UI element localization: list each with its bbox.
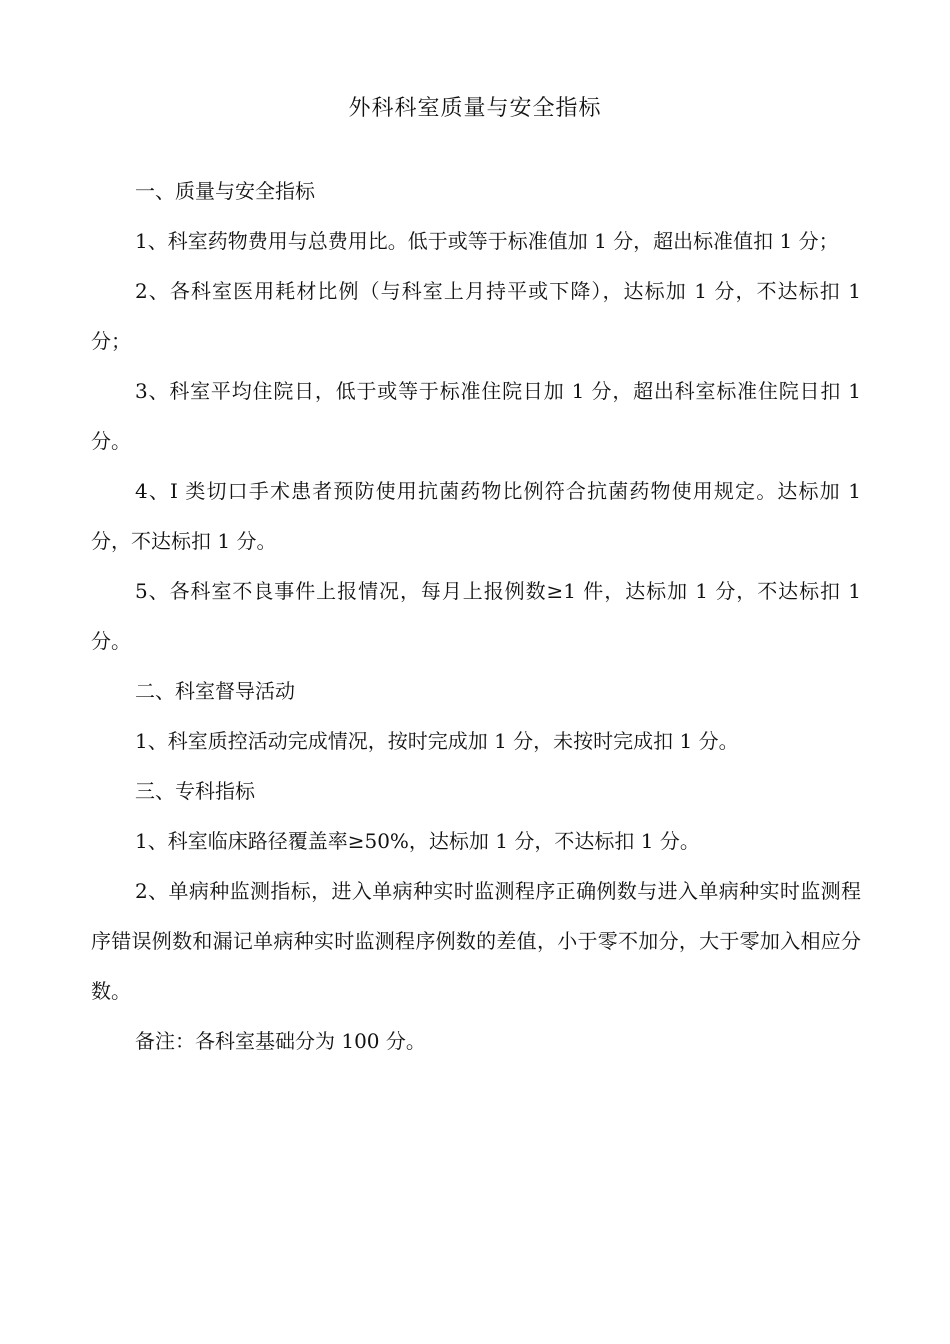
paragraph-antibiotic-use: 4、I 类切口手术患者预防使用抗菌药物比例符合抗菌药物使用规定。达标加 1 分，不达标扣 1 分。 [91, 479, 861, 553]
section-heading-quality-safety: 一、质量与安全指标 [135, 179, 315, 203]
paragraph-adverse-events: 5、各科室不良事件上报情况，每月上报例数≥1 件，达标加 1 分，不达标扣 1 分。 [91, 579, 861, 653]
document-body [91, 166, 861, 1066]
paragraph-disease-monitoring: 2、单病种监测指标，进入单病种实时监测程序正确例数与进入单病种实时监测程序错误例数和漏记单病种实时监测程序例数的差值，小于零不加分，大于零加入相应分数。 [91, 879, 861, 1003]
paragraph-drug-cost-ratio: 1、科室药物费用与总费用比。低于或等于标准值加 1 分，超出标准值扣 1 分； [135, 229, 839, 253]
paragraph-average-stay: 3、科室平均住院日，低于或等于标准住院日加 1 分，超出科室标准住院日扣 1 分。 [91, 379, 861, 453]
section-heading-specialty: 三、专科指标 [135, 779, 255, 803]
paragraph-qc-activities: 1、科室质控活动完成情况，按时完成加 1 分，未按时完成扣 1 分。 [135, 729, 739, 753]
paragraph-consumables-ratio: 2、各科室医用耗材比例（与科室上月持平或下降），达标加 1 分，不达标扣 1 分； [91, 279, 861, 353]
document-title: 外科科室质量与安全指标 [348, 96, 602, 121]
paragraph-clinical-pathway: 1、科室临床路径覆盖率≥50%，达标加 1 分，不达标扣 1 分。 [135, 829, 700, 853]
paragraph-note: 备注：各科室基础分为 100 分。 [135, 1029, 426, 1053]
section-heading-supervision: 二、科室督导活动 [135, 679, 295, 703]
